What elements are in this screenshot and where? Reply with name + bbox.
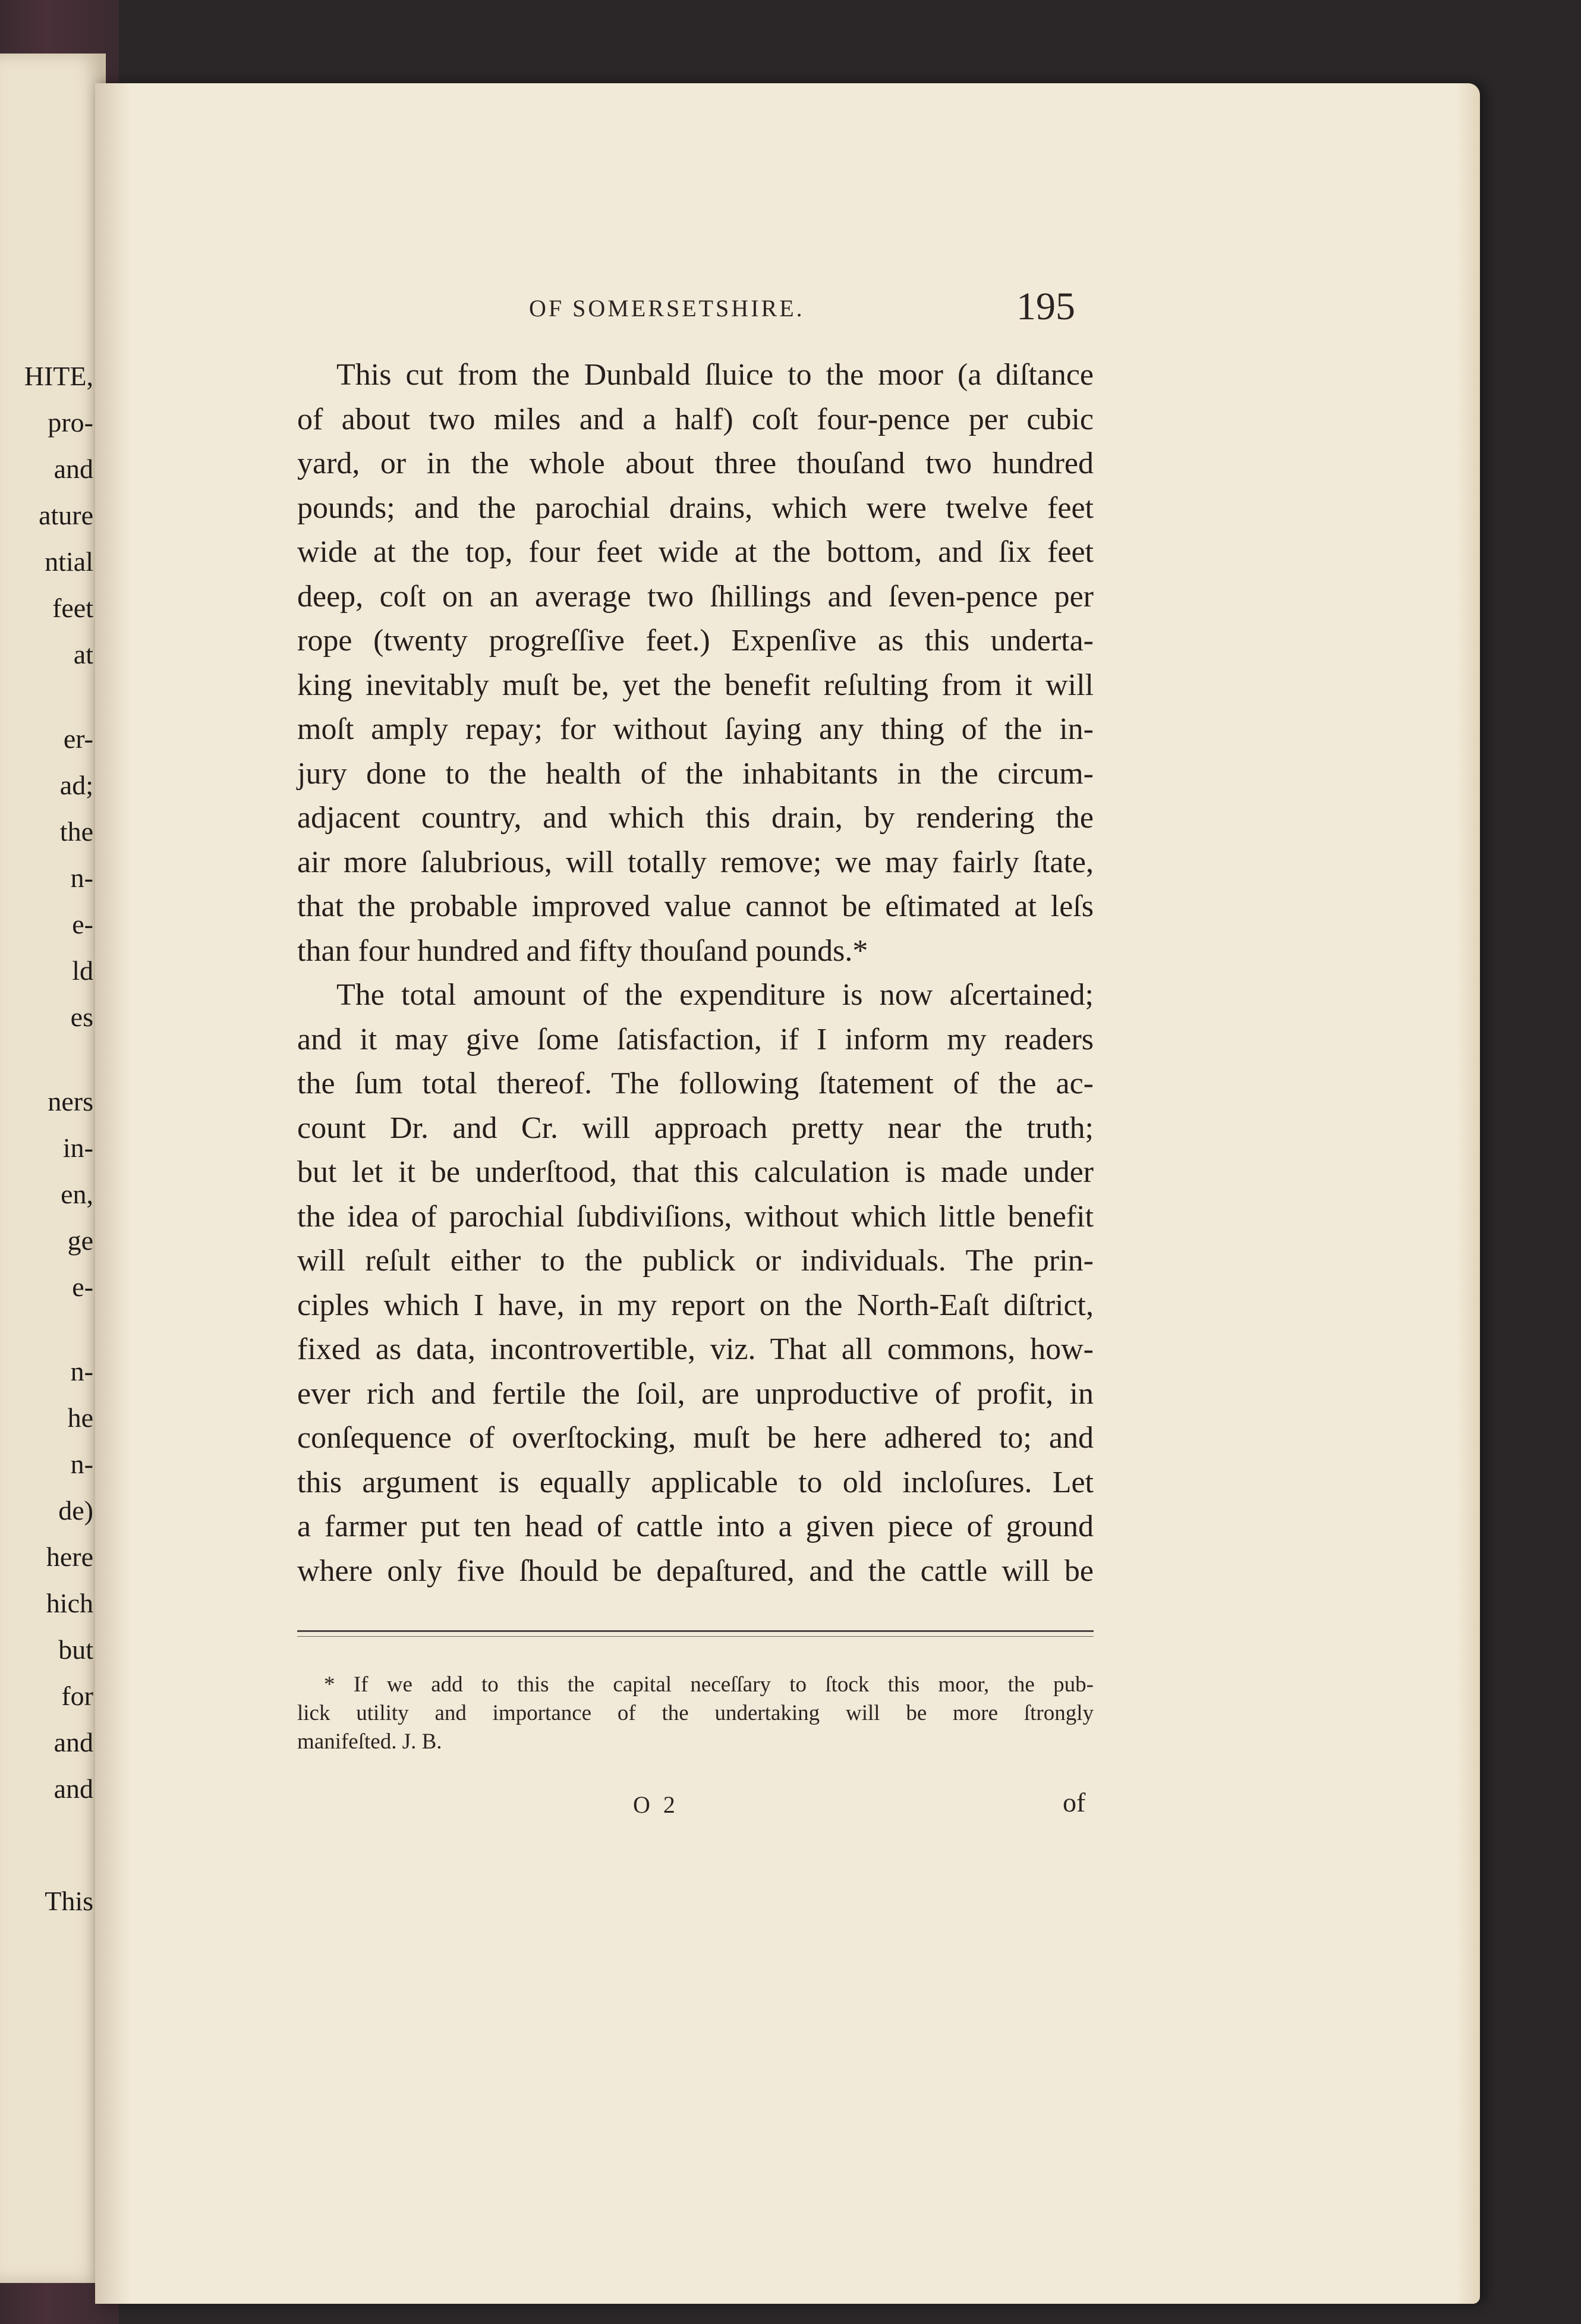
left-fragment: HITE, [24,361,93,391]
left-fragment: for [61,1681,93,1711]
left-fragment: pro- [48,407,93,438]
text-line: will reſult either to the publick or individuals. The prin- [297,1244,1094,1278]
text-line: adjacent country, and which this drain, by rendering the [297,801,1094,835]
left-fragment: ature [39,500,93,530]
left-fragment: ntial [45,546,93,577]
footnote-line: lick utility and importance of the undertaking will be more ſtrongly [297,1701,1094,1725]
left-fragment: es [70,1002,93,1032]
left-fragment: the [59,816,93,847]
text-line: The total amount of the expenditure is now aſcertained; [336,978,1094,1012]
left-fragment: n- [70,1449,93,1479]
left-fragment: hich [46,1588,93,1618]
left-fragment: in- [62,1133,93,1163]
text-line: that the probable improved value cannot be eſtimated at leſs [297,889,1094,923]
text-line: air more ſalubrious, will totally remove; we may fairly ſtate, [297,845,1094,879]
text-line: wide at the top, four feet wide at the bottom, and ſix feet [297,535,1094,569]
signature-mark: O 2 [633,1791,679,1818]
left-fragment: here [46,1542,93,1572]
left-fragment: en, [61,1179,93,1209]
left-fragment: ld [72,955,93,986]
left-fragment: and [53,1773,93,1804]
left-fragment: ge [67,1225,93,1256]
text-line: king inevitably muſt be, yet the benefit reſulting from it will [297,668,1094,702]
text-line: ever rich and fertile the ſoil, are unproductive of profit, in [297,1376,1094,1411]
left-fragment: he [67,1402,93,1433]
text-line: fixed as data, incontrovertible, viz. That all commons, how- [297,1332,1094,1366]
left-fragment: n- [70,863,93,893]
left-fragment: and [53,454,93,484]
text-line: conſequence of overſtocking, muſt be here adhered to; and [297,1421,1094,1455]
text-line: yard, or in the whole about three thouſand two hundred [297,446,1094,480]
text-line: than four hundred and fifty thouſand pounds.* [297,933,868,968]
left-fragment: e- [72,909,93,939]
catchword: of [1063,1787,1086,1817]
left-fragment: n- [70,1356,93,1386]
page-number: 195 [1016,285,1075,328]
left-fragment: e- [72,1272,93,1302]
footnote-line: * If we add to this the capital neceſſary to ſtock this moor, the pub- [324,1672,1094,1697]
text-line: This cut from the Dunbald ſluice to the moor (a diſtance [336,358,1094,392]
footnote-rule-thin [297,1636,1094,1637]
text-line: the idea of parochial ſubdiviſions, without which little benefit [297,1199,1094,1234]
text-line: but let it be underſtood, that this calculation is made under [297,1155,1094,1189]
left-fragment: feet [52,593,93,623]
text-line: count Dr. and Cr. will approach pretty near the truth; [297,1111,1094,1145]
text-line: of about two miles and a half) coſt four-pence per cubic [297,402,1094,436]
text-line: the ſum total thereof. The following ſtatement of the ac- [297,1067,1094,1100]
left-page-edge [0,54,106,2283]
left-fragment: at [73,639,93,669]
text-line: this argument is equally applicable to old incloſures. Let [297,1465,1094,1499]
left-fragment: ad; [59,770,93,800]
text-line: rope (twenty progreſſive feet.) Expenſive as this underta- [297,624,1094,658]
text-line: jury done to the health of the inhabitants in the circum- [297,756,1094,791]
body-text [297,353,1094,1593]
running-title: OF SOMERSETSHIRE. [529,295,805,322]
left-fragment: er- [63,724,93,754]
text-line: and it may give ſome ſatisfaction, if I inform my readers [297,1022,1094,1056]
text-line: ciples which I have, in my report on the North-Eaſt diſtrict, [297,1288,1094,1322]
text-line: deep, coſt on an average two ſhillings and ſeven-pence per [297,579,1094,614]
text-line: pounds; and the parochial drains, which were twelve feet [297,490,1094,525]
footnote-rule [297,1630,1094,1632]
footnote [297,1671,1094,1756]
left-fragment: This [45,1886,93,1916]
left-fragment: ners [48,1086,93,1117]
text-line: a farmer put ten head of cattle into a given piece of ground [297,1510,1094,1543]
left-fragment: but [58,1634,93,1665]
footnote-line: manifeſted. J. B. [297,1729,442,1754]
text-line: where only five ſhould be depaſtured, and the cattle will be [297,1553,1094,1588]
left-fragment: de) [58,1495,93,1526]
left-fragment: and [53,1727,93,1757]
text-line: moſt amply repay; for without ſaying any thing of the in- [297,712,1094,746]
